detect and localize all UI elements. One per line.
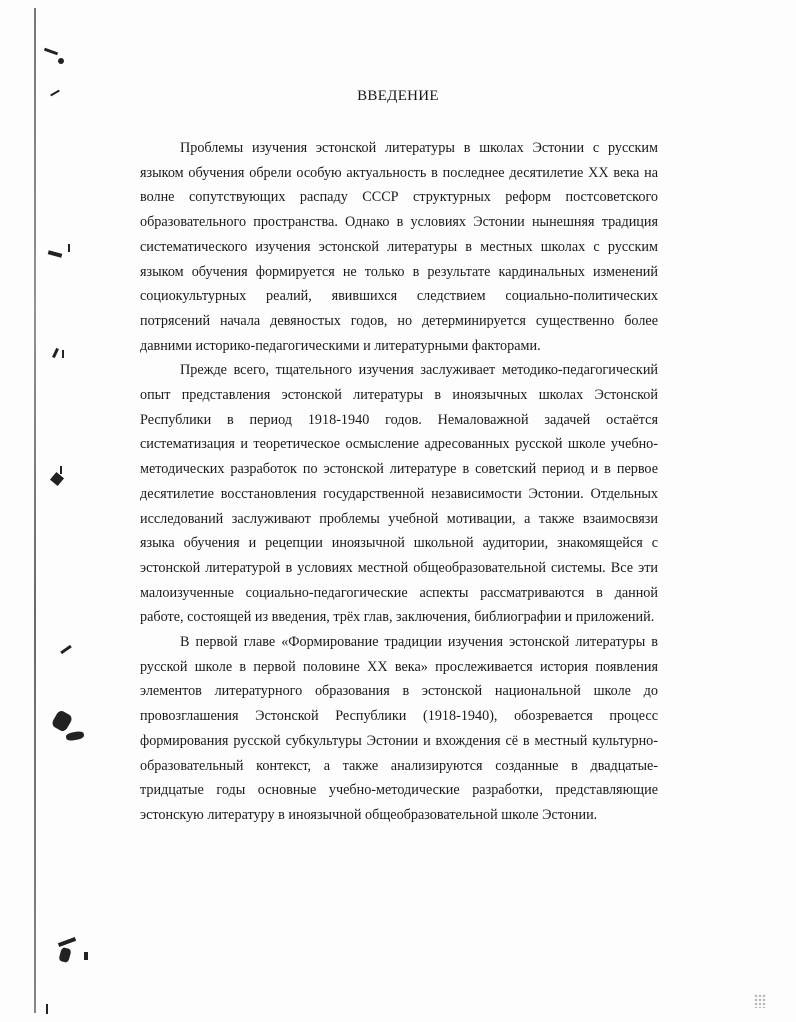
scan-mark bbox=[65, 730, 84, 741]
scan-mark bbox=[58, 947, 71, 963]
paragraph: Проблемы изучения эстонской литературы в школах Эстонии с русским языком обучения обрели особую актуальность в последнее десятилетие XX века на волне сопутствующих распаду СССР структурных реформ постсоветского образовательного пространства. Однако в условиях Эстонии нынешняя традиция систематического изучения эстонской литературы в местных школах с русским языком обучения формируется не только в результате кардинальных изменений социокультурных реалий, явившихся следствием социально-политических потрясений начала девяностых годов, но детерминируется существенно более давними историко-педагогическими и литературными факторами. bbox=[140, 140, 658, 354]
scan-mark bbox=[52, 348, 59, 358]
scan-mark bbox=[62, 350, 64, 358]
scan-mark bbox=[51, 709, 74, 733]
scan-artifact bbox=[754, 994, 766, 1008]
page-title: ВВЕДЕНИЕ bbox=[357, 88, 439, 104]
binding-edge-line bbox=[34, 8, 36, 1013]
scan-mark bbox=[60, 645, 72, 654]
scan-mark bbox=[58, 58, 64, 64]
scan-mark bbox=[44, 48, 58, 56]
paragraph: В первой главе «Формирование традиции изучения эстонской литературы в русской школе в первой половине XX века» прослеживается история появления элементов литературного образования в эстонской национальной школе до провозглашения Эстонской Республики (1918-1940), обозревается процесс формирования русской субкультуры Эстонии и вхождения сё в местный культурно-образовательный контекст, а также анализируются созданные в двадцатые-тридцатые годы основные учебно-методические разработки, представляющие эстонскую литературу в иноязычной общеобразовательной школе Эстонии. bbox=[140, 634, 658, 823]
paragraph: Прежде всего, тщательного изучения заслуживает методико-педагогический опыт представления эстонской литературы в иноязычных школах Эстонской Республики в период 1918-1940 годов. Немаловажной задачей остаётся систематизация и теоретическое осмысление адресованных русской школе учебно-методических разработок по эстонской литературе в советский период и в первое десятилетие восстановления государственной независимости Эстонии. Отдельных исследований заслуживают проблемы учебной мотивации, а также взаимосвязи языка обучения и рецепции иноязычной школьной аудитории, знакомящейся с эстонской литературой в условиях местной общеобразовательной системы. Все эти малоизученные социально-педагогические аспекты рассматриваются в данной работе, состоящей из введения, трёх глав, заключения, библиографии и приложений. bbox=[140, 362, 658, 626]
body-text bbox=[140, 136, 658, 828]
scan-mark bbox=[84, 952, 88, 960]
scan-mark bbox=[50, 472, 64, 486]
scan-mark bbox=[58, 937, 76, 947]
scan-mark bbox=[68, 244, 70, 252]
scan-mark bbox=[60, 466, 62, 474]
scan-mark bbox=[48, 250, 63, 257]
scan-mark bbox=[46, 1004, 48, 1014]
